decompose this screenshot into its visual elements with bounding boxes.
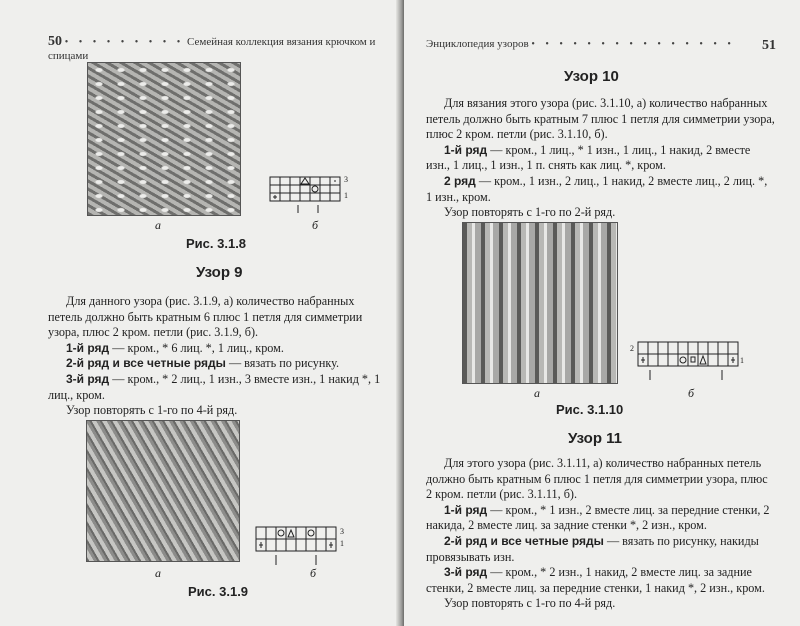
- pattern-11-intro: Для этого узора (рис. 3.1.11, а) количество набранных петель должно быть кратным 6 плюс 1 петля для симметрии узора, плюс 2 кром. петли (рис. 3.1.11, б).: [426, 456, 768, 502]
- pattern-9-intro: Для данного узора (рис. 3.1.9, а) количество набранных петель должно быть кратным 6 плюс 1 петля для симметрии узора, плюс 2 кром. петли (рис. 3.1.9, б).: [48, 294, 363, 340]
- pattern-11-row2: 2-й ряд и все четные ряды — вязать по рисунку, накиды провязывать изн.: [426, 533, 759, 564]
- fig-3-1-9-chart: [254, 525, 354, 569]
- chart-row-label: 1: [340, 539, 344, 548]
- fig-3-1-10-chart: [630, 340, 750, 384]
- chart-row-label: 2: [630, 344, 634, 353]
- left-page-header: [48, 34, 388, 62]
- right-running-header: Энциклопедия узоров: [426, 38, 529, 50]
- right-page: [404, 0, 800, 626]
- pattern-11-row1: 1-й ряд — кром., * 1 изн., 2 вместе лиц. за передние стенки, 2 накида, 2 вместе лиц. за задние стенки *, 2 изн., кром.: [426, 502, 770, 533]
- header-dots: • • • • • • • • •: [64, 37, 185, 48]
- fig-3-1-9-photo: [86, 420, 240, 562]
- chart-row-label: 1: [344, 191, 348, 200]
- fig-3-1-10-photo: [462, 222, 618, 384]
- fig-3-1-8-photo: [87, 62, 241, 216]
- pattern-10-row1: 1-й ряд — кром., 1 лиц., * 1 изн., 1 лиц., 1 накид, 2 вместе изн., 1 лиц., 1 изн., 1 п. снять как лиц. *, кром.: [426, 142, 751, 173]
- pattern-10-repeat: Узор повторять с 1-го по 2-й ряд.: [444, 205, 616, 220]
- fig-3-1-8-label-b: б: [312, 218, 319, 232]
- pattern-11-repeat: Узор повторять с 1-го по 4-й ряд.: [444, 596, 616, 611]
- pattern-11-row3: 3-й ряд — кром., * 2 изн., 1 накид, 2 вместе лиц. за задние стенки, 2 вместе лиц. за передние стенки, 1 накид *, 2 изн., кром.: [426, 565, 765, 595]
- fig-3-1-9-label-a: а: [155, 566, 161, 580]
- pattern-11-title: Узор 11: [568, 430, 623, 447]
- fig-3-1-8-label-a: а: [155, 218, 161, 232]
- right-page-header: [426, 38, 776, 54]
- pattern-10-text: [426, 96, 776, 221]
- pattern-9-text: [48, 294, 384, 419]
- fig-3-1-9-label-b: б: [310, 566, 317, 580]
- left-page-number: 50: [48, 34, 62, 49]
- pattern-11-text: [426, 456, 776, 612]
- header-dots: • • • • • • • • • • • • • • •: [531, 39, 735, 50]
- fig-3-1-8-caption: Рис. 3.1.8: [186, 236, 247, 251]
- right-page-number: 51: [762, 38, 776, 53]
- fig-3-1-9-caption: Рис. 3.1.9: [188, 584, 249, 599]
- pattern-9-repeat: Узор повторять с 1-го по 4-й ряд.: [66, 403, 238, 418]
- fig-3-1-10-caption: Рис. 3.1.10: [556, 402, 624, 417]
- chart-row-label: 3: [340, 527, 344, 536]
- chart-row-label: 3: [344, 175, 348, 184]
- fig-3-1-10-label-b: б: [688, 386, 695, 400]
- fig-3-1-10-label-a: а: [534, 386, 540, 400]
- pattern-9-row3: 3-й ряд — кром., * 2 лиц., 1 изн., 3 вместе изн., 1 накид *, 1 лиц., кром.: [48, 371, 381, 402]
- pattern-10-row2: 2 ряд — кром., 1 изн., 2 лиц., 1 накид, 2 вместе лиц., 2 лиц. *, 1 изн., кром.: [426, 173, 768, 204]
- pattern-9-row1: 1-й ряд — кром., * 6 лиц. *, 1 лиц., кром.: [66, 340, 284, 355]
- chart-row-label: 1: [740, 356, 744, 365]
- fig-3-1-8-chart: [268, 175, 358, 215]
- pattern-10-title: Узор 10: [564, 68, 619, 85]
- left-running-header: Семейная коллекция вязания крючком и спицами: [48, 36, 376, 62]
- pattern-9-title: Узор 9: [196, 264, 243, 281]
- pattern-10-intro: Для вязания этого узора (рис. 3.1.10, а) количество набранных петель должно быть кратным 7 плюс 1 петля для симметрии узора, плюс 2 кром. петли (рис. 3.1.10, б).: [426, 96, 775, 142]
- pattern-9-row2: 2-й ряд и все четные ряды — вязать по рисунку.: [66, 356, 340, 371]
